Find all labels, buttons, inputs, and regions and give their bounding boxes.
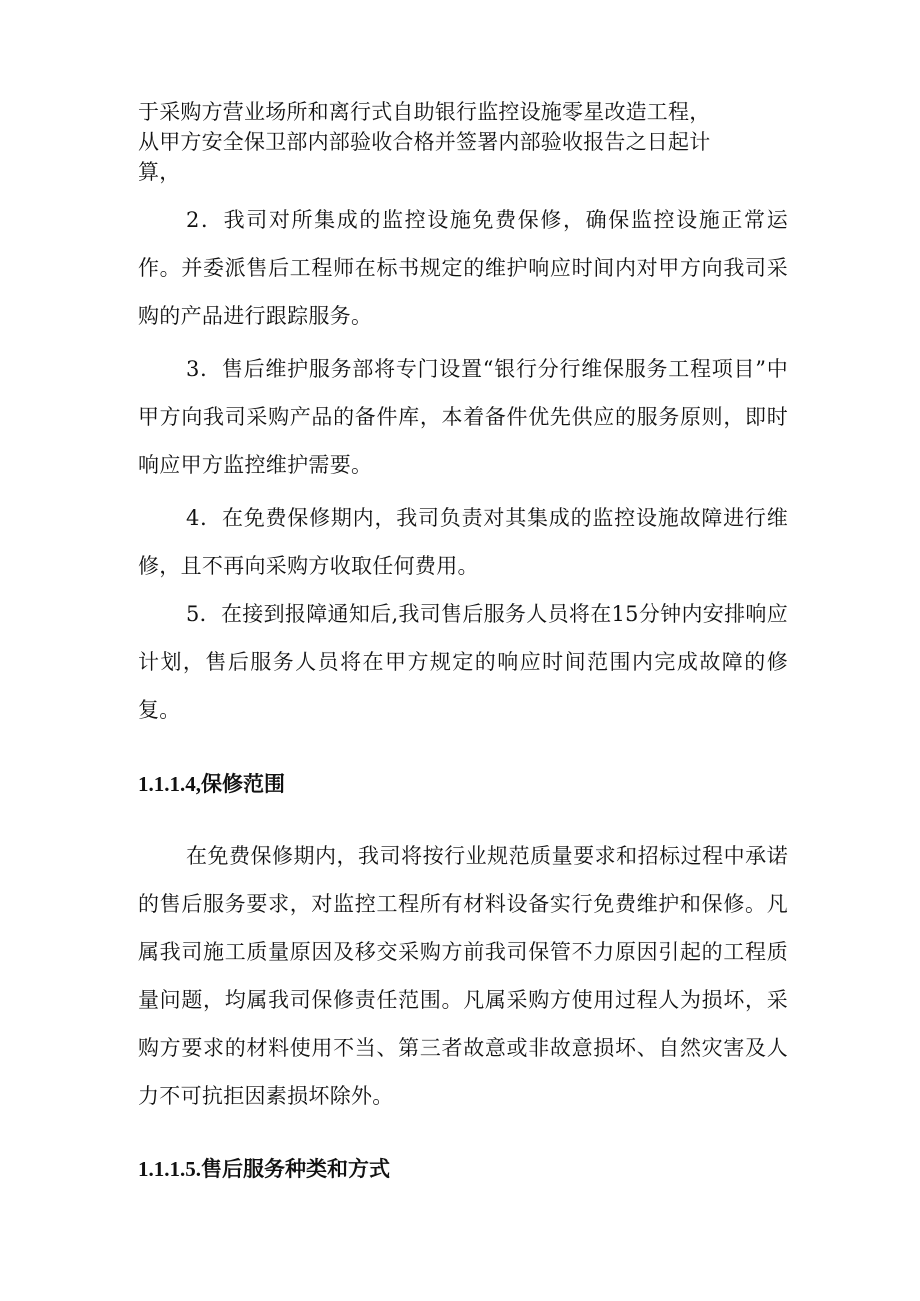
section-number: 1.1.1.5. [138,1157,201,1181]
section-number: 1.1.1.4, [138,772,201,796]
lead-line: 于采购方营业场所和离行式自助银行监控设施零星改造工程， [138,100,711,124]
lead-line: 从甲方安全保卫部内部验收合格并签署内部验收报告之日起计 [138,130,711,154]
list-item-3: 3．售后维护服务部将专门设置“银行分行维保服务工程项目”中甲方向我司采购产品的备件库，本着备件优先供应的服务原则，即时响应甲方监控维护需要。 [138,357,788,477]
section-title: 售后服务种类和方式 [201,1156,390,1181]
lead-paragraph [138,97,788,187]
section-heading-1114 [138,769,285,799]
section-title: 保修范围 [201,771,285,796]
list-item-5: 5．在接到报障通知后,我司售后服务人员将在15分钟内安排响应计划，售后服务人员将在甲方规定的响应时间范围内完成故障的修复。 [138,602,788,722]
list-item-2: 2．我司对所集成的监控设施免费保修，确保监控设施正常运作。并委派售后工程师在标书规定的维护响应时间内对甲方向我司采购的产品进行跟踪服务。 [138,208,788,328]
section-heading-1115 [138,1154,390,1184]
list-item-4: 4．在免费保修期内，我司负责对其集成的监控设施故障进行维修，且不再向采购方收取任何费用。 [138,506,788,578]
lead-line: 算， [138,160,181,184]
section-body-1114: 在免费保修期内，我司将按行业规范质量要求和招标过程中承诺的售后服务要求，对监控工程所有材料设备实行免费维护和保修。凡属我司施工质量原因及移交采购方前我司保管不力原因引起的工程质量问题，均属我司保修责任范围。凡属采购方使用过程人为损坏，采购方要求的材料使用不当、第三者故意或非故意损坏、自然灾害及人力不可抗拒因素损坏除外。 [138,844,788,1108]
